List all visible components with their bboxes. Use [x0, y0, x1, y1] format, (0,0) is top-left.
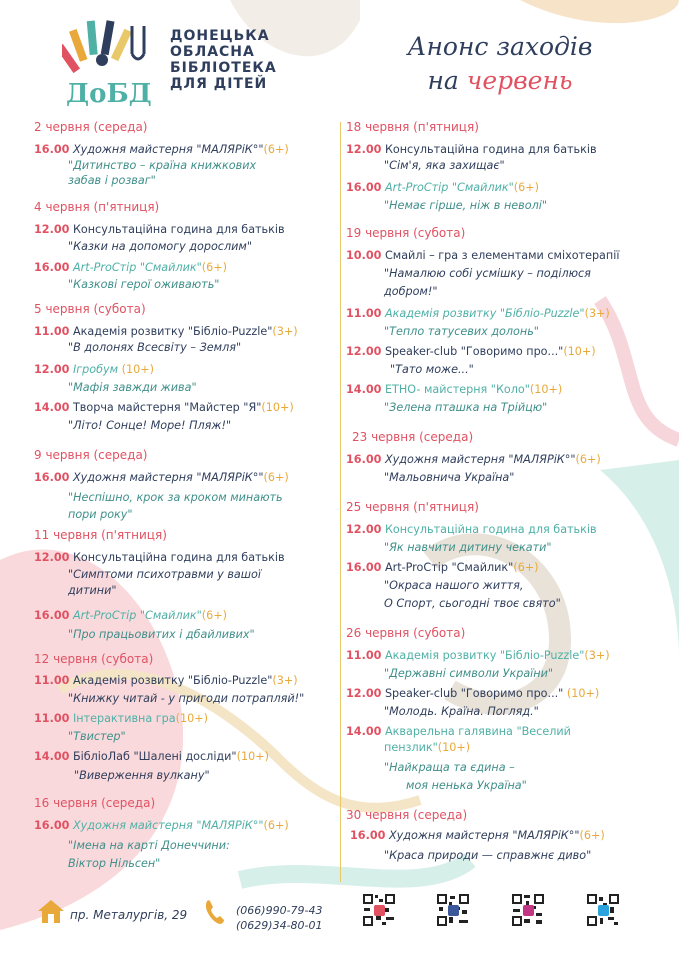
event-row — [346, 452, 601, 467]
event-age: (3+) — [584, 649, 610, 662]
event-name: Консультаційна година для батьків — [72, 223, 285, 236]
qr-code-telegram[interactable] — [586, 893, 620, 927]
event-topic: "Окраса нашого життя, — [384, 579, 524, 592]
event-row-continued — [384, 740, 470, 755]
event-age: (3+) — [272, 674, 298, 687]
event-name: Творча майстерня "Майстер "Я" — [72, 401, 262, 414]
event-time: 12.00 — [346, 143, 382, 156]
event-topic: "Тепло татусевих долонь" — [384, 325, 539, 338]
event-topic: дитини" — [68, 584, 117, 597]
event-topic: моя ненька Україна" — [406, 779, 527, 792]
event-topic: "Як навчити дитину чекати" — [384, 541, 552, 554]
event-name: Академія розвитку "Бібліо-Puzzle" — [384, 307, 585, 320]
day-heading: 23 червня (середа) — [352, 430, 474, 444]
event-name: Художня майстерня "МАЛЯРіК°" — [384, 453, 576, 466]
event-row — [346, 306, 610, 321]
title-prefix: на — [427, 66, 467, 95]
day-heading: 18 червня (п'ятниця) — [346, 120, 479, 134]
event-time: 12.00 — [346, 345, 382, 358]
event-row — [346, 686, 599, 701]
event-time: 12.00 — [346, 523, 382, 536]
event-name: Академія розвитку "Бібліо-Puzzle" — [72, 325, 273, 338]
event-time: 16.00 — [34, 143, 70, 156]
event-time: 11.00 — [34, 325, 70, 338]
phone-number[interactable]: (0629)34-80-01 — [236, 919, 323, 932]
event-row — [34, 673, 298, 688]
event-age: (6+) — [575, 453, 601, 466]
phone-number[interactable]: (066)990-79-43 — [236, 904, 323, 917]
event-name: Art-ProСтір "Смайлик" — [384, 561, 514, 574]
event-time: 16.00 — [346, 453, 382, 466]
event-row — [346, 180, 539, 195]
event-row — [346, 344, 596, 359]
event-age: (6+) — [513, 561, 539, 574]
event-time: 10.00 — [346, 249, 382, 262]
event-topic: "Книжку читай - у пригоди потрапляй!" — [68, 692, 305, 705]
event-age: (6+) — [579, 829, 605, 842]
event-age: (10+) — [437, 741, 471, 754]
event-row — [34, 362, 154, 377]
event-name: Академія розвитку "Бібліо-Puzzle" — [72, 674, 273, 687]
event-topic: "Державні символи України" — [384, 667, 554, 680]
day-heading: 12 червня (субота) — [34, 652, 154, 666]
event-age: (10+) — [236, 750, 269, 763]
event-age: (10+) — [121, 363, 154, 376]
title-month: червень — [466, 66, 573, 95]
event-topic: забав і розваг" — [68, 174, 156, 187]
home-icon — [36, 897, 66, 925]
facebook-icon — [448, 905, 459, 916]
event-name: Art-ProСтір "Смайлик" — [384, 181, 514, 194]
event-topic: "Краса природи — справжнє диво" — [384, 849, 592, 862]
event-time: 16.00 — [34, 261, 70, 274]
qr-code-facebook[interactable] — [436, 893, 470, 927]
event-time: 14.00 — [34, 401, 70, 414]
event-age: (10+) — [175, 712, 208, 725]
event-name: Смайлі – гра з елементами сміхотерапії — [384, 249, 620, 262]
library-name-line: ДЛЯ ДІТЕЙ — [170, 76, 268, 92]
event-row — [34, 324, 298, 339]
event-row — [34, 608, 227, 623]
event-name: БібліоЛаб "Шалені досліди" — [72, 750, 237, 763]
event-topic: "Немає гірше, ніж в неволі" — [384, 199, 547, 212]
event-time: 16.00 — [34, 819, 70, 832]
event-topic: "Неспішно, крок за кроком минають — [68, 491, 283, 504]
qr-code-web[interactable] — [362, 893, 396, 927]
day-heading: 26 червня (субота) — [346, 626, 466, 640]
event-name: пензлик" — [384, 741, 438, 754]
event-row — [346, 560, 539, 575]
event-name: Ігробум — [72, 363, 119, 376]
event-time: 16.00 — [350, 829, 386, 842]
library-logo-icon — [374, 905, 385, 916]
event-row — [350, 828, 605, 843]
event-age: (10+) — [563, 345, 596, 358]
event-row — [34, 749, 269, 764]
event-name: Консультаційна година для батьків — [384, 143, 597, 156]
instagram-icon — [523, 905, 534, 916]
event-name: Art-ProСтір "Смайлик" — [72, 609, 202, 622]
event-topic: "Найкраща та єдина – — [384, 761, 515, 774]
event-row — [34, 470, 289, 485]
event-name: Художня майстерня "МАЛЯРіК°" — [388, 829, 580, 842]
event-topic: Віктор Нільсен" — [68, 857, 161, 870]
event-time: 14.00 — [346, 383, 382, 396]
event-name: Speaker-club "Говоримо про..." — [384, 345, 564, 358]
event-row — [346, 724, 571, 739]
event-age: (6+) — [513, 181, 539, 194]
event-age: (10+) — [529, 383, 563, 396]
event-topic: "Літо! Сонце! Море! Пляж!" — [68, 419, 232, 432]
logo-book-fan-icon — [62, 20, 144, 73]
event-topic: "Виверження вулкану" — [74, 769, 210, 782]
day-heading: 4 червня (п'ятниця) — [34, 200, 160, 214]
event-topic: "Молодь. Країна. Погляд." — [384, 705, 539, 718]
event-topic: "Тато може..." — [390, 363, 474, 376]
day-heading: 5 червня (субота) — [34, 302, 146, 316]
event-topic: "Мальовнича Україна" — [384, 471, 515, 484]
event-topic: "Дитинство – країна книжкових — [68, 159, 257, 172]
address: пр. Металургів, 29 — [70, 908, 188, 922]
event-row — [346, 522, 597, 537]
event-age: (6+) — [263, 471, 289, 484]
event-topic: "Імена на карті Донеччини: — [68, 839, 230, 852]
event-time: 16.00 — [346, 561, 382, 574]
event-name: ETHO- майстерня "Коло" — [384, 383, 530, 396]
event-topic: "Намалюю собі усмішку – поділюся — [384, 267, 591, 280]
title-line-2 — [380, 64, 620, 98]
event-topic: "Сім'я, яка захищає" — [384, 159, 505, 172]
event-time: 12.00 — [346, 687, 382, 700]
event-time: 11.00 — [346, 307, 382, 320]
event-row — [34, 711, 208, 726]
event-time: 12.00 — [34, 363, 70, 376]
event-row — [34, 260, 227, 275]
event-time: 11.00 — [34, 674, 70, 687]
event-age: (10+) — [261, 401, 294, 414]
event-age: (6+) — [201, 261, 227, 274]
event-topic: "Казкові герої оживають" — [68, 278, 220, 291]
event-row — [34, 400, 294, 415]
event-name: Художня майстерня "МАЛЯРіК°" — [72, 819, 264, 832]
event-time: 16.00 — [34, 471, 70, 484]
day-heading: 9 червня (середа) — [34, 448, 148, 462]
event-time: 16.00 — [346, 181, 382, 194]
event-topic: "Мафія завжди жива" — [68, 381, 197, 394]
event-name: Консультаційна година для батьків — [72, 551, 285, 564]
event-age: (10+) — [563, 687, 600, 700]
event-age: (3+) — [584, 307, 610, 320]
event-name: Художня майстерня "МАЛЯРіК°" — [72, 471, 264, 484]
event-row — [34, 550, 285, 565]
day-heading: 30 червня (середа) — [346, 808, 468, 822]
event-topic: О Спорт, сьогодні твоє свято" — [384, 597, 561, 610]
event-topic: "Про працьовитих і дбайливих" — [68, 628, 255, 641]
event-time: 14.00 — [34, 750, 70, 763]
day-heading: 2 червня (середа) — [34, 120, 148, 134]
logo-text: ДоБД — [66, 79, 152, 106]
day-heading: 19 червня (субота) — [346, 226, 466, 240]
event-row — [346, 142, 597, 157]
event-row — [346, 382, 562, 397]
event-name: Інтерактивна гра — [72, 712, 176, 725]
telegram-icon — [598, 905, 609, 916]
event-row — [34, 142, 289, 157]
event-topic: добром!" — [384, 285, 438, 298]
event-time: 12.00 — [34, 551, 70, 564]
day-heading: 11 червня (п'ятниця) — [34, 528, 167, 542]
event-age: (6+) — [263, 143, 289, 156]
event-name: Акварельна галявина "Веселий — [384, 725, 571, 738]
event-time: 12.00 — [34, 223, 70, 236]
event-time: 11.00 — [346, 649, 382, 662]
event-topic: "Твистер" — [68, 730, 126, 743]
event-time: 11.00 — [34, 712, 70, 725]
phone-icon — [204, 898, 226, 926]
day-heading: 16 червня (середа) — [34, 796, 156, 810]
phone-numbers — [236, 903, 323, 933]
event-name: Академія розвитку "Бібліо-Puzzle" — [384, 649, 585, 662]
day-heading: 25 червня (п'ятниця) — [346, 500, 479, 514]
event-name: Консультаційна година для батьків — [384, 523, 597, 536]
event-name: Art-ProСтір "Смайлик" — [72, 261, 202, 274]
event-topic: "Зелена пташка на Трійцю" — [384, 401, 548, 414]
qr-code-instagram[interactable] — [511, 893, 545, 927]
page-title — [380, 30, 620, 98]
column-divider — [340, 122, 341, 882]
event-topic: "В долонях Всесвіту – Земля" — [68, 341, 242, 354]
event-time: 14.00 — [346, 725, 382, 738]
title-line-1: Анонс заходів — [407, 32, 593, 61]
library-logo — [62, 18, 154, 106]
event-topic: пори року" — [68, 508, 133, 521]
event-age: (3+) — [272, 325, 298, 338]
library-name-line: ДОНЕЦЬКА — [170, 28, 270, 44]
event-topic: "Казки на допомогу дорослим" — [68, 240, 252, 253]
event-age: (6+) — [201, 609, 227, 622]
event-row — [346, 248, 619, 263]
event-row — [34, 818, 289, 833]
library-name-line: БІБЛІОТЕКА — [170, 60, 277, 76]
event-age: (6+) — [263, 819, 289, 832]
event-row — [34, 222, 285, 237]
event-topic: "Симптоми психотравми у вашої — [68, 568, 261, 581]
event-row — [346, 648, 610, 663]
library-name — [170, 28, 277, 92]
event-time: 16.00 — [34, 609, 70, 622]
event-name: Художня майстерня "МАЛЯРіК°" — [72, 143, 264, 156]
library-name-line: ОБЛАСНА — [170, 44, 255, 60]
event-name: Speaker-club "Говоримо про..." — [384, 687, 564, 700]
